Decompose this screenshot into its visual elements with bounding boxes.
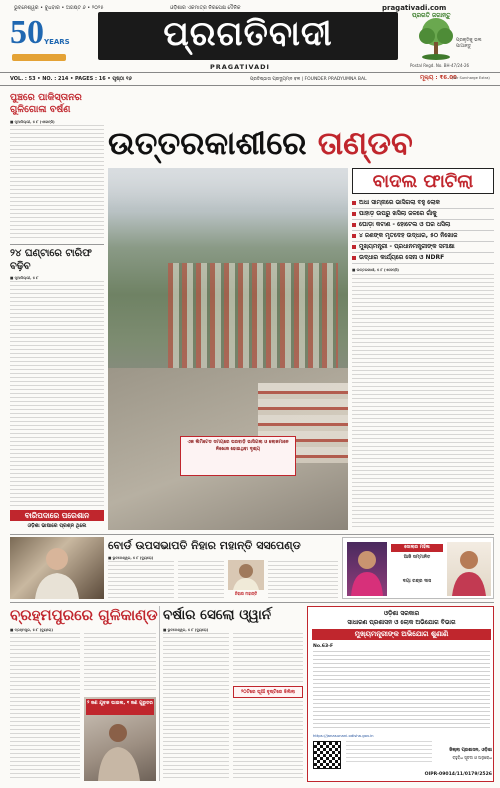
bullet-item	[352, 220, 494, 231]
baripada-headline-box	[10, 510, 104, 521]
tagline: ଓଡ଼ିଶାର ଏକମାତ୍ର ନିରପେକ୍ଷ ଦୈନିକ	[170, 5, 241, 11]
photo-caption-box	[180, 436, 296, 476]
bullet-text: ପାହାଡ଼ ଉପରୁ ଖସିଲା ଜଳରେ ଗାଁକୁ	[359, 210, 437, 217]
photo-caption: ଏକ ଲିମିଟେଡ ସମୟରେ ଘରବାଡ଼ି ଭାସିଗଲା ଓ ଲୋକମାନେ ନିଖୋଜ ହୋଇଥିବା ଦୃଶ୍ୟ	[187, 440, 289, 452]
main-headline-part-b: ତାଣ୍ଡବ	[317, 124, 413, 162]
board-body-2	[178, 561, 224, 599]
main-story-body	[352, 274, 494, 530]
bullet-square-icon	[352, 245, 356, 249]
woman-photo-2	[447, 542, 491, 596]
govt-ad	[307, 606, 494, 782]
bullet-text: ମୁଖ୍ୟମନ୍ତ୍ରୀ - ପ୍ରଧାନମନ୍ତ୍ରୀଙ୍କ ସମୀକ୍ଷା	[359, 243, 455, 250]
right-logo-sub: ପ୍ରକୃତିକୁ ଭଲ ପାଆନ୍ତୁ	[456, 38, 482, 49]
rain-box-text: ୨୦ଟିରେ ଘୂଆଁ ବୃଷ୍ଟିରେ ଝିଲିଲା	[240, 690, 296, 695]
ad-oipr: OIPR-09014/11/0179/2526	[424, 772, 492, 777]
founder-line: ପ୍ରତିଷ୍ଠାତା ପ୍ରଦ୍ୟୁମ୍ନ ବଳ | FOUNDER PRADYUMNA BAL	[250, 77, 367, 82]
bullet-text: ଅଧା ସାମ୍ନାରେ ଭାସିଗଲା ବହୁ ଲୋକ	[359, 199, 440, 206]
price: ମୂଲ୍ୟ : ₹6.00	[420, 75, 457, 81]
brahmapur-headline: ବ୍ରହ୍ମପୁରରେ ଗୁଳିକାଣ୍ଡ	[10, 606, 158, 624]
bullet-text: ୪ ଜଣଙ୍କ ମୃତଦେହ ଉଦ୍ଧାର, ୫୦ ନିଖୋଜ	[359, 232, 458, 239]
ad-site: https://janasunani.odisha.gov.in	[313, 733, 374, 738]
logo-ribbon	[12, 54, 66, 61]
brahmapur-body-1	[10, 633, 80, 781]
ad-dept: ସାଧାରଣ ପ୍ରଶାସନ ଓ ଲୋକ ଅଭିଯୋଗ ବିଭାଗ	[347, 619, 456, 626]
bullet-square-icon	[352, 256, 356, 260]
rain-byline: ■ ଭୁବନେଶ୍ୱର, ୫।୮ (ବ୍ୟୁରୋ)	[163, 628, 209, 632]
nihar-photo	[228, 560, 264, 590]
green-campaign-logo	[412, 12, 492, 64]
rain-body-2	[233, 633, 303, 683]
brahmapur-body-2	[84, 633, 156, 693]
date-line: ଭୁବନେଶ୍ୱର • ବୁଧବାର • ଅଗଷ୍ଟ ୬ • ୨୦୨୫	[14, 5, 104, 11]
ad-body-2	[346, 741, 432, 765]
title-english: PRAGATIVADI	[210, 63, 270, 71]
photo-village	[168, 263, 338, 373]
bullet-item	[352, 231, 494, 242]
bullet-item	[352, 253, 494, 264]
bullet-text: ଘୋଡ଼ା କଟାଣ - ହୋଟେଲ ଓ ଘର ଧସିଲା	[359, 221, 451, 228]
poonch-byline: ■ ନୂଆଦିଲ୍ଲୀ, ୫।୮ (ଏଜେନ୍ସି)	[10, 120, 55, 124]
bullet-item	[352, 209, 494, 220]
baripada-sub: ଓଡ଼ିଶା ଭାଷାରେ ପ୍ରଶ୍ନ ଥିଲେ	[27, 523, 87, 529]
women-label-1: ସୋଲାର ମହିଳା	[391, 544, 443, 552]
tariff-body	[10, 281, 104, 506]
photo-mist	[108, 168, 348, 208]
left-column	[10, 92, 104, 532]
vol-line: VOL. : 53 • NO. : 214 • PAGES : 16 • ପୃଷ୍ଠା ୧୬	[10, 76, 132, 82]
brahmapur-photo-caption: ୨ ଜଣ ଯୁବକ ଘାଇଲ, ୧ ଜଣ ଗୁରୁତର	[87, 701, 153, 706]
bullet-square-icon	[352, 234, 356, 238]
rain-body-1	[163, 633, 229, 781]
right-logo-text: ପ୍ରଗତି ଜଗାନ୍ତୁ	[412, 12, 451, 19]
main-subhead: ବାଦଲ ଫାଟିଲା	[372, 171, 474, 192]
poonch-body	[10, 125, 104, 241]
qr-code	[313, 741, 341, 769]
flood-photo	[108, 168, 348, 530]
rain-box	[233, 686, 303, 698]
bullet-item	[352, 242, 494, 253]
column-rule	[159, 606, 160, 781]
baripada-headline: ବାରିପଦାରେ ପରେଶାନ	[24, 511, 90, 520]
woman-photo-1	[347, 542, 387, 596]
main-byline: ■ ଉତ୍ତରକାଶୀ, ୫।୮ (ଏଜେନ୍ସି)	[352, 268, 399, 272]
tariff-headline: ୨୪ ଘଣ୍ଟାରେ ଟାରିଫ ବଢ଼ିବ	[10, 248, 92, 272]
years-number: 50	[10, 14, 44, 51]
years-label: YEARS	[44, 38, 70, 46]
bullet-text: ଉଦ୍ଧାର କାର୍ଯ୍ୟରେ ସେନା ଓ NDRF	[359, 254, 445, 261]
divider	[10, 244, 104, 245]
board-body-3	[268, 561, 338, 599]
subhead-box	[352, 168, 494, 194]
title-odia: ପ୍ରଗତିବାଦୀ	[163, 14, 333, 54]
ad-gov: ଓଡ଼ିଶା ସରକାର	[383, 610, 420, 617]
person-icon	[347, 542, 387, 596]
masthead	[0, 0, 500, 92]
main-headline	[108, 124, 494, 168]
injured-person-icon	[84, 715, 156, 781]
bullet-square-icon	[352, 223, 356, 227]
name-badge: ନିହାର ମହାନ୍ତି	[234, 591, 258, 596]
ad-footer: ଜିଲ୍ଲା ପ୍ରଶାସନ, ଓଡ଼ିଶା	[449, 748, 492, 753]
person-icon	[447, 542, 491, 596]
bullet-item	[352, 198, 494, 209]
rain-body-3	[233, 701, 303, 781]
bullet-list	[352, 198, 494, 264]
person-silhouette-icon	[10, 537, 104, 599]
bullet-square-icon	[352, 201, 356, 205]
board-byline: ■ ଭୁବନେଶ୍ୱର, ୫।୮ (ବ୍ୟୁରୋ)	[108, 556, 154, 560]
board-headline: ବୋର୍ଡ ଉପସଭାପତି ନିହାର ମହାନ୍ତି ସସପେଣ୍ଡ	[108, 539, 301, 552]
ad-title: ମୁଖ୍ୟମନ୍ତ୍ରୀଙ୍କ ଅଭିଯୋଗ ଶୁଣାଣି	[354, 630, 449, 638]
women-label-2: ଆଜି ସମ୍ମାନିତ	[403, 555, 431, 560]
ad-notice-no: No.63-F	[313, 644, 334, 649]
board-body-1	[108, 561, 174, 599]
brahmapur-byline: ■ ବ୍ରହ୍ମପୁର, ୫।୮ (ବ୍ୟୁରୋ)	[10, 628, 53, 632]
poonch-headline: ପୁଞ୍ଚରେ ପାକିସ୍ତାନର ଗୁଳିଗୋଳା ବର୍ଷଣ	[10, 92, 82, 115]
tree-icon	[412, 14, 460, 62]
divider	[10, 602, 494, 603]
fifty-years-logo	[8, 14, 72, 64]
rain-headline: ବର୍ଷାର ସେଲୋ ଓ୍ୱାର୍ନ	[163, 607, 272, 623]
women-label-3: ଦୟା ଚନ୍ଦ୍ର ଦାସ	[402, 579, 432, 584]
price-note: (Air Surcharge Extra)	[452, 76, 490, 80]
website: pragativadi.com	[382, 4, 447, 12]
ad-footer-2: ବହୁବିଧ ସୂଚନା ଓ ଅନୁରୋଧ	[452, 755, 492, 760]
official-photo	[10, 537, 104, 599]
tariff-byline: ■ ନୂଆଦିଲ୍ଲୀ, ୫।୮	[10, 276, 39, 280]
women-box	[342, 537, 494, 599]
ad-title-bar	[312, 629, 491, 640]
brahmapur-photo	[84, 697, 156, 781]
ad-body	[313, 651, 490, 731]
person-icon	[228, 560, 264, 590]
brahmapur-caption-box	[86, 699, 154, 715]
bullet-square-icon	[352, 212, 356, 216]
main-story-column	[352, 168, 494, 530]
postal-reg: Postal Regd. No. BH-47/24-26	[410, 63, 470, 68]
divider	[10, 534, 494, 535]
main-headline-part-a: ଉତ୍ତରକାଶୀରେ	[108, 124, 318, 162]
